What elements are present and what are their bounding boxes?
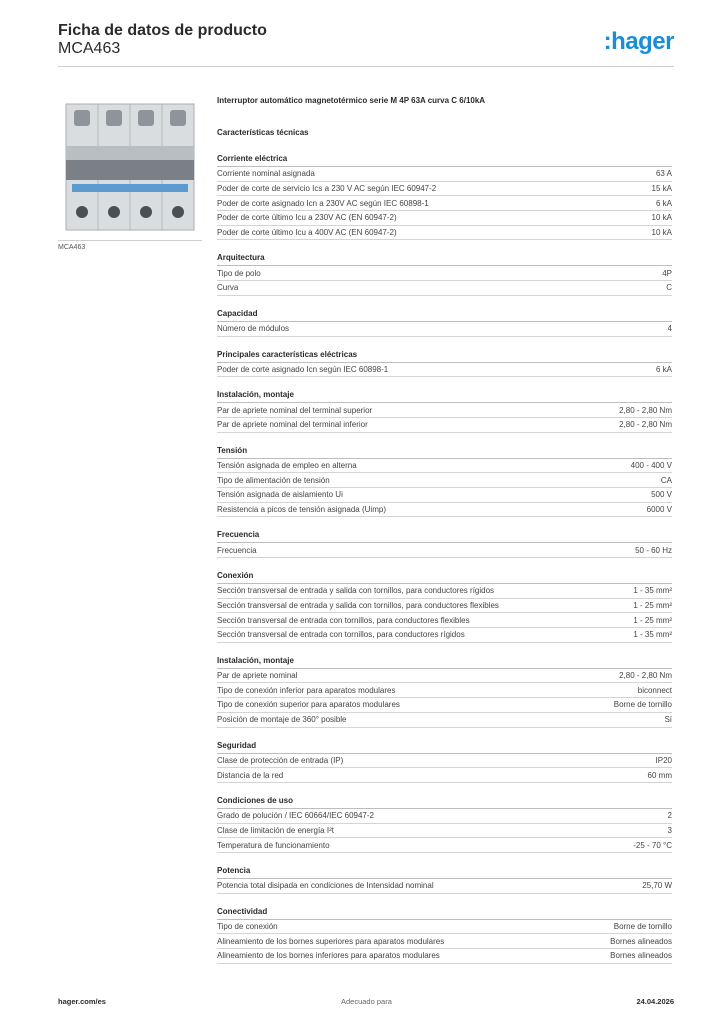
footer-date: 24.04.2026 bbox=[636, 997, 674, 1006]
hager-logo[interactable]: :hager bbox=[603, 28, 674, 55]
spec-label: Tipo de conexión superior para aparatos modulares bbox=[217, 700, 400, 710]
spec-section bbox=[217, 308, 672, 337]
spec-row bbox=[217, 403, 672, 418]
spec-label: Número de módulos bbox=[217, 324, 290, 334]
spec-row bbox=[217, 713, 672, 728]
specifications bbox=[217, 96, 672, 964]
section-title: Seguridad bbox=[217, 740, 672, 754]
spec-section bbox=[217, 795, 672, 853]
spec-label: Tipo de polo bbox=[217, 268, 261, 278]
spec-label: Poder de corte asignado Icn según IEC 60898-1 bbox=[217, 364, 389, 374]
spec-row bbox=[217, 322, 672, 337]
spec-row bbox=[217, 838, 672, 853]
spec-label: Poder de corte asignado Icn a 230V AC según IEC 60898-1 bbox=[217, 198, 429, 208]
spec-row bbox=[217, 698, 672, 713]
spec-value: CA bbox=[660, 475, 672, 485]
spec-row bbox=[217, 182, 672, 197]
spec-row bbox=[217, 613, 672, 628]
spec-label: Tipo de alimentación de tensión bbox=[217, 475, 330, 485]
spec-value: Bornes alineados bbox=[610, 951, 672, 961]
spec-label: Tensión asignada de empleo en alterna bbox=[217, 460, 357, 470]
spec-label: Par de apriete nominal del terminal inferior bbox=[217, 420, 368, 430]
spec-label: Poder de corte último Icu a 400V AC (EN 60947-2) bbox=[217, 228, 397, 238]
spec-value: 500 V bbox=[651, 490, 672, 500]
spec-label: Clase de limitación de energía I²t bbox=[217, 825, 334, 835]
spec-section bbox=[217, 349, 672, 378]
spec-row bbox=[217, 584, 672, 599]
spec-label: Potencia total disipada en condiciones de Intensidad nominal bbox=[217, 881, 434, 891]
section-title: Tensión bbox=[217, 445, 672, 459]
spec-value: 3 bbox=[667, 825, 672, 835]
product-image-caption: MCA463 bbox=[58, 244, 86, 251]
spec-value: Borne de tornillo bbox=[613, 700, 672, 710]
spec-value: 10 kA bbox=[651, 228, 672, 238]
spec-value: 10 kA bbox=[651, 213, 672, 223]
product-image[interactable] bbox=[58, 94, 202, 241]
spec-label: Frecuencia bbox=[217, 545, 257, 555]
breaker-illustration bbox=[58, 94, 202, 240]
section-title: Frecuencia bbox=[217, 529, 672, 543]
spec-row bbox=[217, 281, 672, 296]
spec-row bbox=[217, 266, 672, 281]
section-title: Conectividad bbox=[217, 906, 672, 920]
spec-label: Alineamiento de los bornes inferiores para aparatos modulares bbox=[217, 951, 440, 961]
spec-label: Sección transversal de entrada con tornillos, para conductores rígidos bbox=[217, 630, 465, 640]
section-title: Potencia bbox=[217, 865, 672, 879]
technical-characteristics-title: Características técnicas bbox=[217, 128, 309, 137]
spec-row bbox=[217, 809, 672, 824]
spec-row bbox=[217, 879, 672, 894]
spec-label: Sección transversal de entrada con tornillos, para conductores flexibles bbox=[217, 615, 470, 625]
spec-row bbox=[217, 754, 672, 769]
spec-value: IP20 bbox=[655, 755, 672, 765]
spec-label: Distancia de la red bbox=[217, 770, 284, 780]
spec-value: 6 kA bbox=[655, 364, 672, 374]
spec-row bbox=[217, 488, 672, 503]
spec-label: Tipo de conexión inferior para aparatos modulares bbox=[217, 685, 396, 695]
spec-row bbox=[217, 768, 672, 783]
section-title: Corriente eléctrica bbox=[217, 153, 672, 167]
spec-label: Par de apriete nominal del terminal superior bbox=[217, 405, 373, 415]
spec-value: 400 - 400 V bbox=[630, 460, 672, 470]
spec-value: Bornes alineados bbox=[610, 936, 672, 946]
spec-sections bbox=[217, 153, 672, 964]
page-header bbox=[58, 22, 674, 67]
product-code: MCA463 bbox=[58, 40, 121, 57]
spec-value: 6 kA bbox=[655, 198, 672, 208]
spec-section bbox=[217, 570, 672, 643]
spec-row bbox=[217, 824, 672, 839]
product-name: Interruptor automático magnetotérmico serie M 4P 63A curva C 6/10kA bbox=[217, 96, 486, 105]
footer-middle-text: Adecuado para bbox=[341, 997, 392, 1006]
spec-row bbox=[217, 949, 672, 964]
spec-row bbox=[217, 934, 672, 949]
spec-section bbox=[217, 389, 672, 432]
spec-value: 4 bbox=[667, 324, 672, 334]
spec-label: Sección transversal de entrada y salida con tornillos, para conductores flexibles bbox=[217, 601, 499, 611]
product-image-block bbox=[58, 94, 202, 251]
spec-label: Posición de montaje de 360° posible bbox=[217, 715, 347, 725]
spec-value: 1 - 25 mm² bbox=[633, 615, 672, 625]
spec-row bbox=[217, 211, 672, 226]
spec-label: Temperatura de funcionamiento bbox=[217, 840, 330, 850]
spec-section bbox=[217, 655, 672, 728]
spec-label: Grado de polución / IEC 60664/IEC 60947-2 bbox=[217, 811, 374, 821]
spec-section bbox=[217, 865, 672, 894]
spec-label: Tipo de conexión bbox=[217, 921, 278, 931]
spec-value: Borne de tornillo bbox=[613, 921, 672, 931]
spec-value: 2,80 - 2,80 Nm bbox=[619, 671, 672, 681]
spec-row bbox=[217, 920, 672, 935]
spec-value: biconnect bbox=[637, 685, 672, 695]
spec-section bbox=[217, 740, 672, 783]
spec-section bbox=[217, 445, 672, 518]
spec-row bbox=[217, 459, 672, 474]
spec-label: Curva bbox=[217, 283, 239, 293]
spec-label: Sección transversal de entrada y salida con tornillos, para conductores rígidos bbox=[217, 586, 495, 596]
spec-label: Clase de protección de entrada (IP) bbox=[217, 755, 344, 765]
spec-value: 1 - 35 mm² bbox=[633, 630, 672, 640]
spec-value: 2,80 - 2,80 Nm bbox=[619, 405, 672, 415]
spec-row bbox=[217, 543, 672, 558]
spec-value: 2,80 - 2,80 Nm bbox=[619, 420, 672, 430]
spec-row bbox=[217, 503, 672, 518]
spec-row bbox=[217, 473, 672, 488]
spec-value: 2 bbox=[667, 811, 672, 821]
spec-section bbox=[217, 153, 672, 240]
spec-label: Par de apriete nominal bbox=[217, 671, 298, 681]
spec-row bbox=[217, 599, 672, 614]
section-title: Instalación, montaje bbox=[217, 389, 672, 403]
section-title: Instalación, montaje bbox=[217, 655, 672, 669]
spec-value: 1 - 35 mm² bbox=[633, 586, 672, 596]
section-title: Capacidad bbox=[217, 308, 672, 322]
section-title: Conexión bbox=[217, 570, 672, 584]
spec-row bbox=[217, 418, 672, 433]
spec-value: Sí bbox=[664, 715, 672, 725]
spec-row bbox=[217, 167, 672, 182]
spec-row bbox=[217, 196, 672, 211]
spec-row bbox=[217, 226, 672, 241]
spec-value: 25,70 W bbox=[642, 881, 672, 891]
footer-website-link[interactable]: hager.com/es bbox=[58, 997, 106, 1006]
spec-value: 4P bbox=[662, 268, 672, 278]
page-footer bbox=[58, 997, 674, 1011]
spec-value: 63 A bbox=[655, 169, 672, 179]
section-title: Condiciones de uso bbox=[217, 795, 672, 809]
spec-label: Alineamiento de los bornes superiores para aparatos modulares bbox=[217, 936, 445, 946]
spec-section bbox=[217, 529, 672, 558]
spec-value: C bbox=[666, 283, 672, 293]
spec-row bbox=[217, 363, 672, 378]
spec-label: Poder de corte de servicio Ics a 230 V AC según IEC 60947-2 bbox=[217, 184, 437, 194]
spec-value: 6000 V bbox=[646, 504, 672, 514]
spec-value: 1 - 25 mm² bbox=[633, 601, 672, 611]
section-title: Principales características eléctricas bbox=[217, 349, 672, 363]
spec-value: 15 kA bbox=[651, 184, 672, 194]
spec-row bbox=[217, 628, 672, 643]
spec-section bbox=[217, 906, 672, 964]
spec-value: 60 mm bbox=[647, 770, 672, 780]
spec-row bbox=[217, 669, 672, 684]
spec-row bbox=[217, 683, 672, 698]
spec-label: Resistencia a picos de tensión asignada (Uimp) bbox=[217, 504, 386, 514]
document-title: Ficha de datos de producto bbox=[58, 22, 267, 39]
section-title: Arquitectura bbox=[217, 252, 672, 266]
spec-section bbox=[217, 252, 672, 295]
spec-value: 50 - 60 Hz bbox=[635, 545, 672, 555]
spec-label: Tensión asignada de aislamiento Ui bbox=[217, 490, 343, 500]
spec-label: Corriente nominal asignada bbox=[217, 169, 315, 179]
spec-value: -25 - 70 °C bbox=[633, 840, 672, 850]
spec-label: Poder de corte último Icu a 230V AC (EN 60947-2) bbox=[217, 213, 397, 223]
